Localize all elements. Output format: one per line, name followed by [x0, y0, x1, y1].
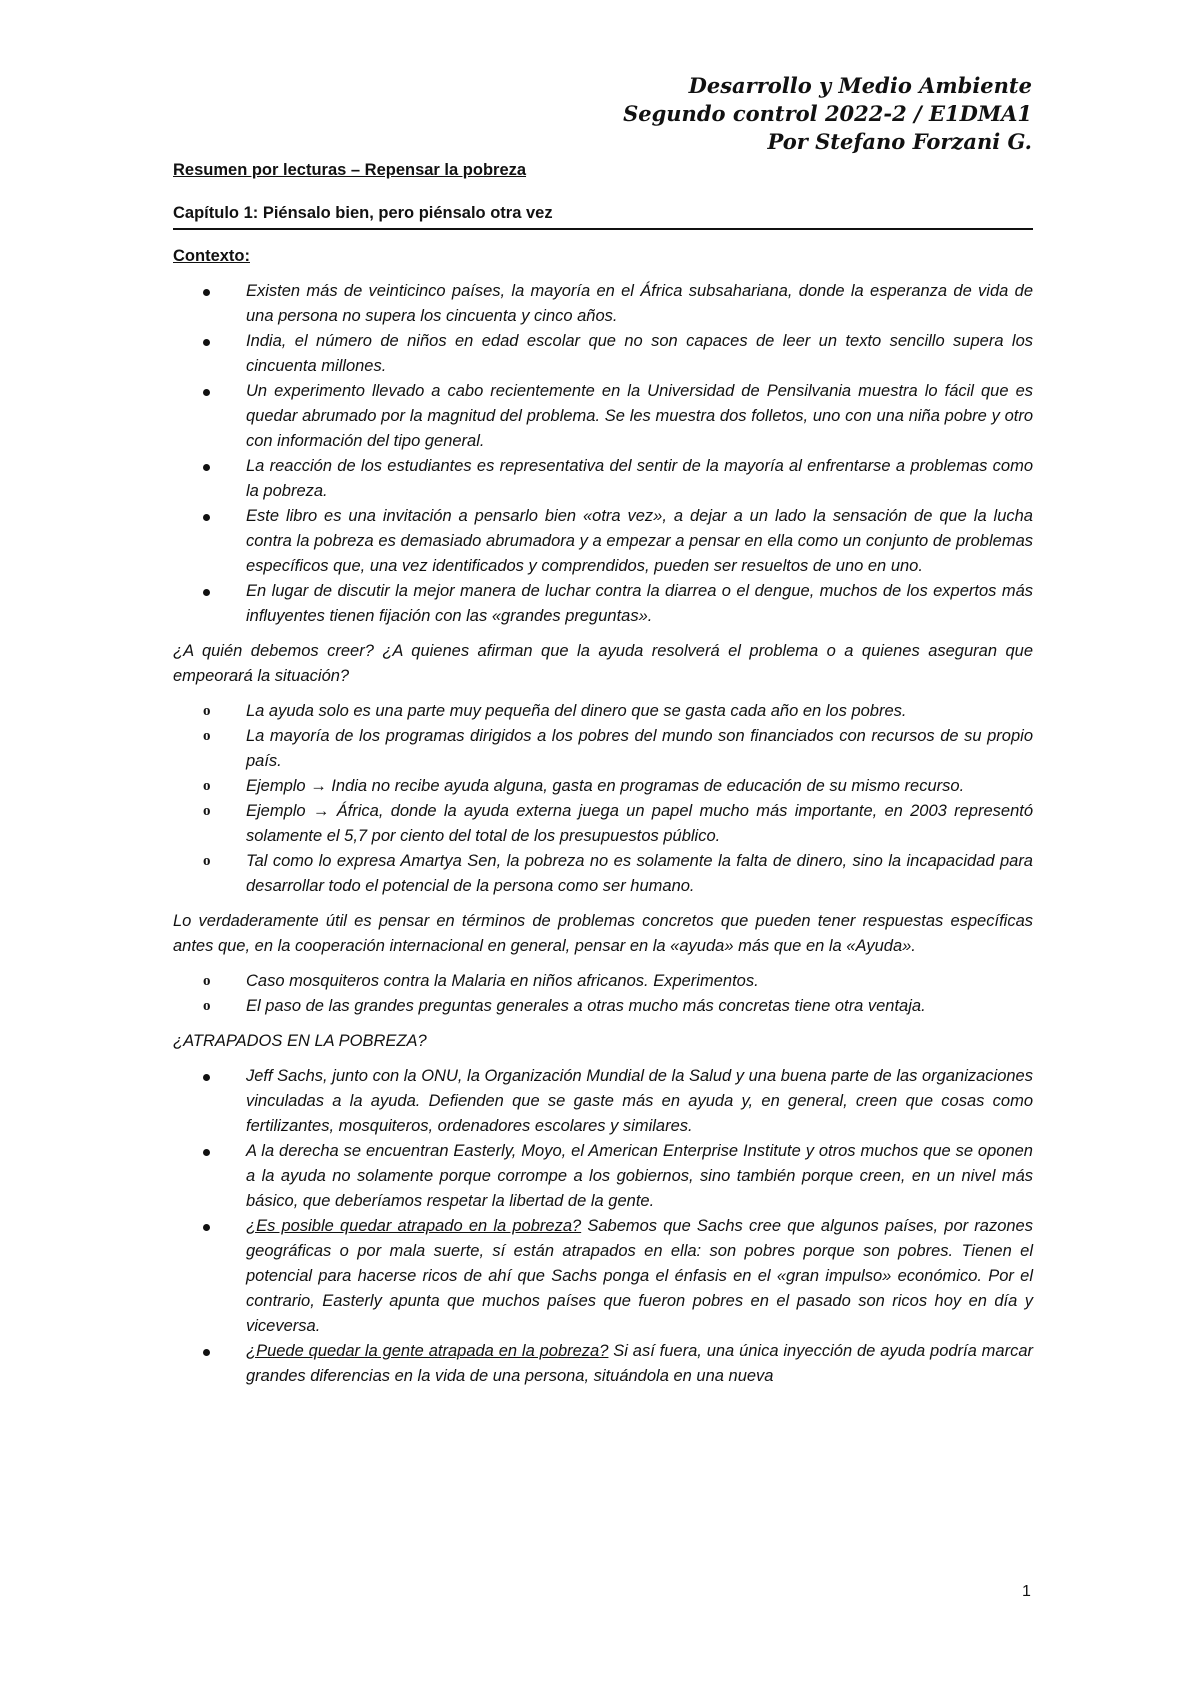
bullet-icon: [203, 1149, 210, 1156]
list-item: Este libro es una invitación a pensarlo bien «otra vez», a dejar a un lado la sensación de que la lucha contra la pobreza es demasiado abrumadora y a empezar a pensar en ella como un conjunto de problemas específicos que, una vez identificados y comprendidos, pueden ser resueltos de uno en uno.: [173, 504, 1033, 579]
bullet-icon: [203, 589, 210, 596]
circle-bullet-icon: o: [203, 778, 211, 794]
list-item: o Ejemplo → África, donde la ayuda externa juega un papel mucho más importante, en 2003 representó solamente el 5,7 por ciento del total de los presupuestos público.: [173, 799, 1033, 849]
context-heading: Contexto:: [173, 247, 250, 265]
circle-bullet-icon: o: [203, 998, 211, 1014]
useful-sublist: [173, 969, 1033, 1019]
question-paragraph: ¿A quién debemos creer? ¿A quienes afirman que la ayuda resolverá el problema o a quienes aseguran que empeorará la situación?: [173, 642, 1033, 685]
bullet-icon: [203, 1224, 210, 1231]
list-item: La reacción de los estudiantes es representativa del sentir de la mayoría al enfrentarse a problemas como la pobreza.: [173, 454, 1033, 504]
author-line: Por Stefano Forzani G.: [767, 129, 1032, 154]
circle-bullet-icon: o: [203, 803, 211, 819]
chapter-title: Capítulo 1: Piénsalo bien, pero piénsalo otra vez: [173, 201, 1033, 230]
list-item: o El paso de las grandes preguntas generales a otras mucho más concretas tiene otra ventaja.: [173, 994, 1033, 1019]
trapped-bullet-list: [173, 1064, 1033, 1389]
document-header: [623, 72, 1032, 156]
list-item: A la derecha se encuentran Easterly, Moyo, el American Enterprise Institute y otros muchos que se oponen a la ayuda no solamente porque corrompe a los gobiernos, sino también porque creen, en un nivel más básico, que deberíamos respetar la libertad de la gente.: [173, 1139, 1033, 1214]
list-item: ¿Puede quedar la gente atrapada en la pobreza? Si así fuera, una única inyección de ayuda podría marcar grandes diferencias en la vida de una persona, situándola en una nueva: [173, 1339, 1033, 1389]
bullet-icon: [203, 1074, 210, 1081]
circle-bullet-icon: o: [203, 853, 211, 869]
underlined-question: ¿Puede quedar la gente atrapada en la pobreza?: [246, 1342, 609, 1360]
circle-bullet-icon: o: [203, 703, 211, 719]
list-item: o Ejemplo → India no recibe ayuda alguna, gasta en programas de educación de su mismo recurso.: [173, 774, 1033, 799]
list-item: o Tal como lo expresa Amartya Sen, la pobreza no es solamente la falta de dinero, sino la incapacidad para desarrollar todo el potencial de la persona como ser humano.: [173, 849, 1033, 899]
trapped-heading: ¿ATRAPADOS EN LA POBREZA?: [173, 1032, 427, 1050]
circle-bullet-icon: o: [203, 973, 211, 989]
bullet-icon: [203, 464, 210, 471]
circle-bullet-icon: o: [203, 728, 211, 744]
bullet-icon: [203, 289, 210, 296]
page-number: 1: [1022, 1583, 1031, 1600]
list-item: o La ayuda solo es una parte muy pequeña del dinero que se gasta cada año en los pobres.: [173, 699, 1033, 724]
list-item: Jeff Sachs, junto con la ONU, la Organización Mundial de la Salud y una buena parte de las organizaciones vinculadas a la ayuda. Defienden que se gaste más en ayuda y, en general, creen que cosas como fertilizantes, mosquiteros, ordenadores escolares y similares.: [173, 1064, 1033, 1139]
summary-title: Resumen por lecturas – Repensar la pobreza: [173, 161, 527, 179]
list-item: India, el número de niños en edad escolar que no son capaces de leer un texto sencillo supera los cincuenta millones.: [173, 329, 1033, 379]
list-item: Existen más de veinticinco países, la mayoría en el África subsahariana, donde la esperanza de vida de una persona no supera los cincuenta y cinco años.: [173, 279, 1033, 329]
list-item: ¿Es posible quedar atrapado en la pobreza? Sabemos que Sachs cree que algunos países, por razones geográficas o por mala suerte, sí están atrapados en ella: son pobres porque son pobres. Tienen el potencial para hacerse ricos de ahí que Sachs ponga el énfasis en el «gran impulso» económico. Por el contrario, Easterly apunta que muchos países que fueron pobres en el pasado son ricos hoy en día y viceversa.: [173, 1214, 1033, 1339]
bullet-icon: [203, 514, 210, 521]
list-item: En lugar de discutir la mejor manera de luchar contra la diarrea o el dengue, muchos de los expertos más influyentes tienen fijación con las «grandes preguntas».: [173, 579, 1033, 629]
list-item: o Caso mosquiteros contra la Malaria en niños africanos. Experimentos.: [173, 969, 1033, 994]
question-sublist: [173, 699, 1033, 899]
document-body: [173, 158, 1033, 1399]
course-title: Desarrollo y Medio Ambiente: [688, 73, 1032, 98]
useful-paragraph: Lo verdaderamente útil es pensar en términos de problemas concretos que pueden tener respuestas específicas antes que, en la cooperación internacional en general, pensar en la «ayuda» más que en la «Ayuda».: [173, 912, 1033, 955]
bullet-icon: [203, 339, 210, 346]
context-bullet-list: [173, 279, 1033, 629]
exam-title: Segundo control 2022-2 / E1DMA1: [623, 101, 1032, 126]
list-item: Un experimento llevado a cabo recientemente en la Universidad de Pensilvania muestra lo fácil que es quedar abrumado por la magnitud del problema. Se les muestra dos folletos, uno con una niña pobre y otro con información del tipo general.: [173, 379, 1033, 454]
list-item: o La mayoría de los programas dirigidos a los pobres del mundo son financiados con recursos de su propio país.: [173, 724, 1033, 774]
underlined-question: ¿Es posible quedar atrapado en la pobreza?: [246, 1217, 582, 1235]
bullet-icon: [203, 1349, 210, 1356]
bullet-icon: [203, 389, 210, 396]
